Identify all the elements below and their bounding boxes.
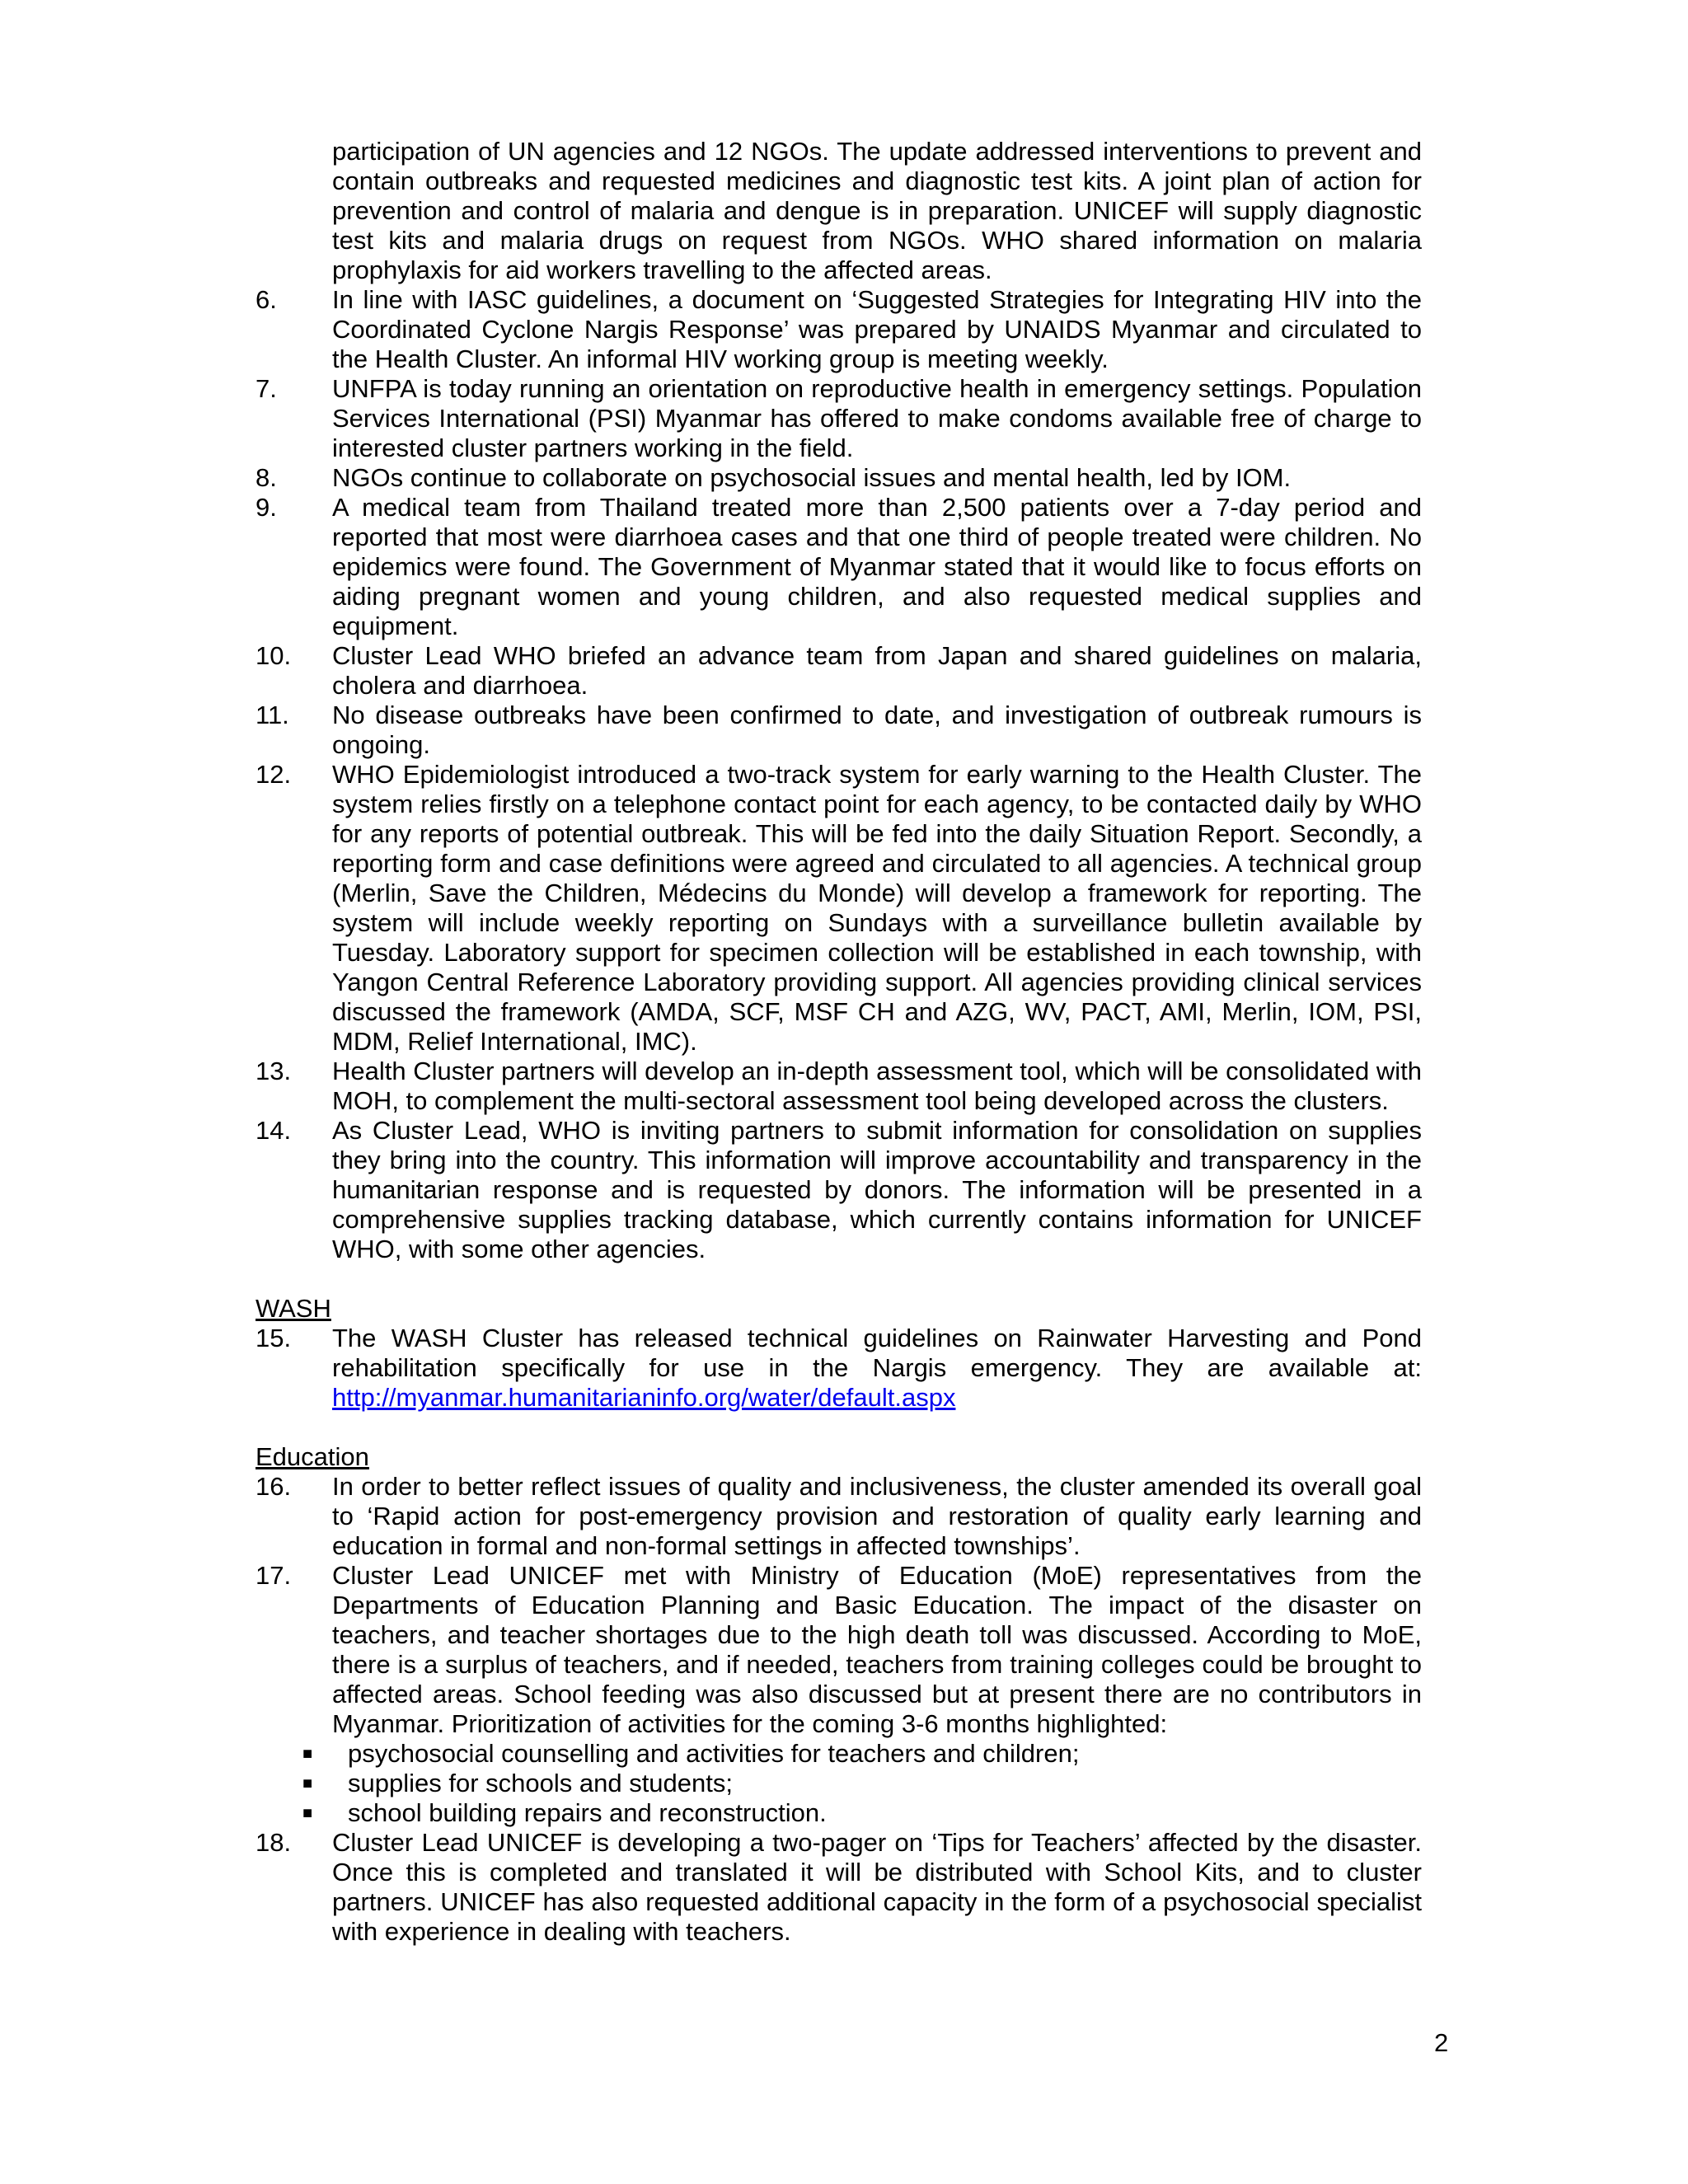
- item-number: 18.: [256, 1828, 292, 1857]
- list-item: [256, 1561, 1422, 1739]
- intro-continuation: participation of UN agencies and 12 NGOs. The update addressed interventions to prevent and contain outbreaks and requested medicines and diagnostic test kits. A joint plan of action for prevention and control of malaria and dengue is in preparation. UNICEF will supply diagnostic test kits and malaria drugs on request from NGOs. WHO shared information on malaria prophylaxis for aid workers travelling to the affected areas.: [332, 137, 1422, 284]
- item-text: Cluster Lead UNICEF met with Ministry of Education (MoE) representatives from the Departments of Education Planning and Basic Education. The impact of the disaster on teachers, and teacher shortages due to the high death toll was discussed. According to MoE, there is a surplus of teachers, and if needed, teachers from training colleges could be brought to affected areas. School feeding was also discussed but at present there are no contributors in Myanmar. Prioritization of activities for the coming 3-6 months highlighted:: [332, 1561, 1422, 1738]
- item-text: In order to better reflect issues of quality and inclusiveness, the cluster amended its overall goal to ‘Rapid action for post-emergency provision and restoration of quality early learning and education in formal and non-formal settings in affected townships’.: [332, 1472, 1422, 1560]
- item-number: 15.: [256, 1324, 292, 1352]
- wash-guidelines-link[interactable]: http://myanmar.humanitarianinfo.org/water/default.aspx: [332, 1383, 956, 1412]
- item-text: As Cluster Lead, WHO is inviting partners to submit information for consolidation on supplies they bring into the country. This information will improve accountability and transparency in the humanitarian response and is requested by donors. The information will be presented in a comprehensive supplies tracking database, which currently contains information for UNICEF WHO, with some other agencies.: [332, 1116, 1422, 1263]
- list-item: [256, 493, 1422, 641]
- bullet-item: [256, 1739, 1422, 1769]
- item-number: 6.: [256, 285, 277, 314]
- item-number: 14.: [256, 1116, 292, 1145]
- health-items-list: [256, 285, 1422, 1264]
- item-text: In line with IASC guidelines, a document on ‘Suggested Strategies for Integrating HIV into the Coordinated Cyclone Nargis Response’ was prepared by UNAIDS Myanmar and circulated to the Health Cluster. An informal HIV working group is meeting weekly.: [332, 285, 1422, 373]
- bullet-item: [256, 1769, 1422, 1798]
- section-heading-wash: WASH: [256, 1294, 331, 1323]
- item-text: WHO Epidemiologist introduced a two-track system for early warning to the Health Cluster. The system relies firstly on a telephone contact point for each agency, to be contacted daily by WHO for any reports of potential outbreak. This will be fed into the daily Situation Report. Secondly, a reporting form and case definitions were agreed and circulated to all agencies. A technical group (Merlin, Save the Children, Médecins du Monde) will develop a framework for reporting. The system will include weekly reporting on Sundays with a surveillance bulletin available by Tuesday. Laboratory support for specimen collection will be established in each township, with Yangon Central Reference Laboratory providing support. All agencies providing clinical services discussed the framework (AMDA, SCF, MSF CH and AZG, WV, PACT, AMI, Merlin, IOM, PSI, MDM, Relief International, IMC).: [332, 760, 1422, 1056]
- item-text: Health Cluster partners will develop an in-depth assessment tool, which will be consolidated with MOH, to complement the multi-sectoral assessment tool being developed across the clusters.: [332, 1057, 1422, 1115]
- item-number: 9.: [256, 493, 277, 522]
- item-number: 13.: [256, 1057, 292, 1085]
- item-text-body: The WASH Cluster has released technical guidelines on Rainwater Harvesting and Pond rehabilitation specifically for use in the Nargis emergency. They are available at:: [332, 1324, 1422, 1382]
- list-item: [256, 374, 1422, 463]
- section-heading-education: Education: [256, 1442, 369, 1471]
- list-item: [256, 641, 1422, 701]
- item-number: 10.: [256, 641, 292, 670]
- item-number: 17.: [256, 1561, 292, 1590]
- list-item: [256, 285, 1422, 374]
- item-number: 16.: [256, 1472, 292, 1501]
- item-text: NGOs continue to collaborate on psychosocial issues and mental health, led by IOM.: [332, 463, 1292, 492]
- list-item: [256, 701, 1422, 760]
- item-text: No disease outbreaks have been confirmed to date, and investigation of outbreak rumours is ongoing.: [332, 701, 1422, 759]
- page-content: [256, 137, 1422, 1947]
- item-text: UNFPA is today running an orientation on reproductive health in emergency settings. Population Services International (PSI) Myanmar has offered to make condoms available free of charge to interested cluster partners working in the field.: [332, 374, 1422, 462]
- bullet-text: supplies for schools and students;: [348, 1769, 733, 1797]
- list-item: [256, 1057, 1422, 1116]
- list-item: [256, 1472, 1422, 1561]
- item-text: A medical team from Thailand treated more than 2,500 patients over a 7-day period and reported that most were diarrhoea cases and that one third of people treated were children. No epidemics were found. The Government of Myanmar stated that it would like to focus efforts on aiding pregnant women and young children, and also requested medical supplies and equipment.: [332, 493, 1422, 640]
- square-bullet-icon: ■: [302, 1745, 313, 1763]
- item-text: Cluster Lead UNICEF is developing a two-pager on ‘Tips for Teachers’ affected by the disaster. Once this is completed and translated it will be distributed with School Kits, and to cluster partners. UNICEF has also requested additional capacity in the form of a psychosocial specialist with experience in dealing with teachers.: [332, 1828, 1422, 1946]
- list-item: [256, 463, 1422, 493]
- square-bullet-icon: ■: [302, 1804, 313, 1822]
- page-number: 2: [1434, 2028, 1449, 2057]
- bullet-text: psychosocial counselling and activities for teachers and children;: [348, 1739, 1080, 1768]
- list-item: [256, 760, 1422, 1057]
- item-number: 7.: [256, 374, 277, 403]
- item-number: 8.: [256, 463, 277, 492]
- list-item: [256, 1324, 1422, 1413]
- item-number: 12.: [256, 760, 292, 789]
- item-text: Cluster Lead WHO briefed an advance team from Japan and shared guidelines on malaria, cholera and diarrhoea.: [332, 641, 1422, 700]
- list-item: [256, 1828, 1422, 1947]
- list-item: [256, 1116, 1422, 1264]
- item-text: [332, 1324, 1422, 1413]
- bullet-text: school building repairs and reconstruction.: [348, 1798, 827, 1827]
- item-number: 11.: [256, 701, 289, 729]
- bullet-item: [256, 1798, 1422, 1828]
- square-bullet-icon: ■: [302, 1774, 313, 1793]
